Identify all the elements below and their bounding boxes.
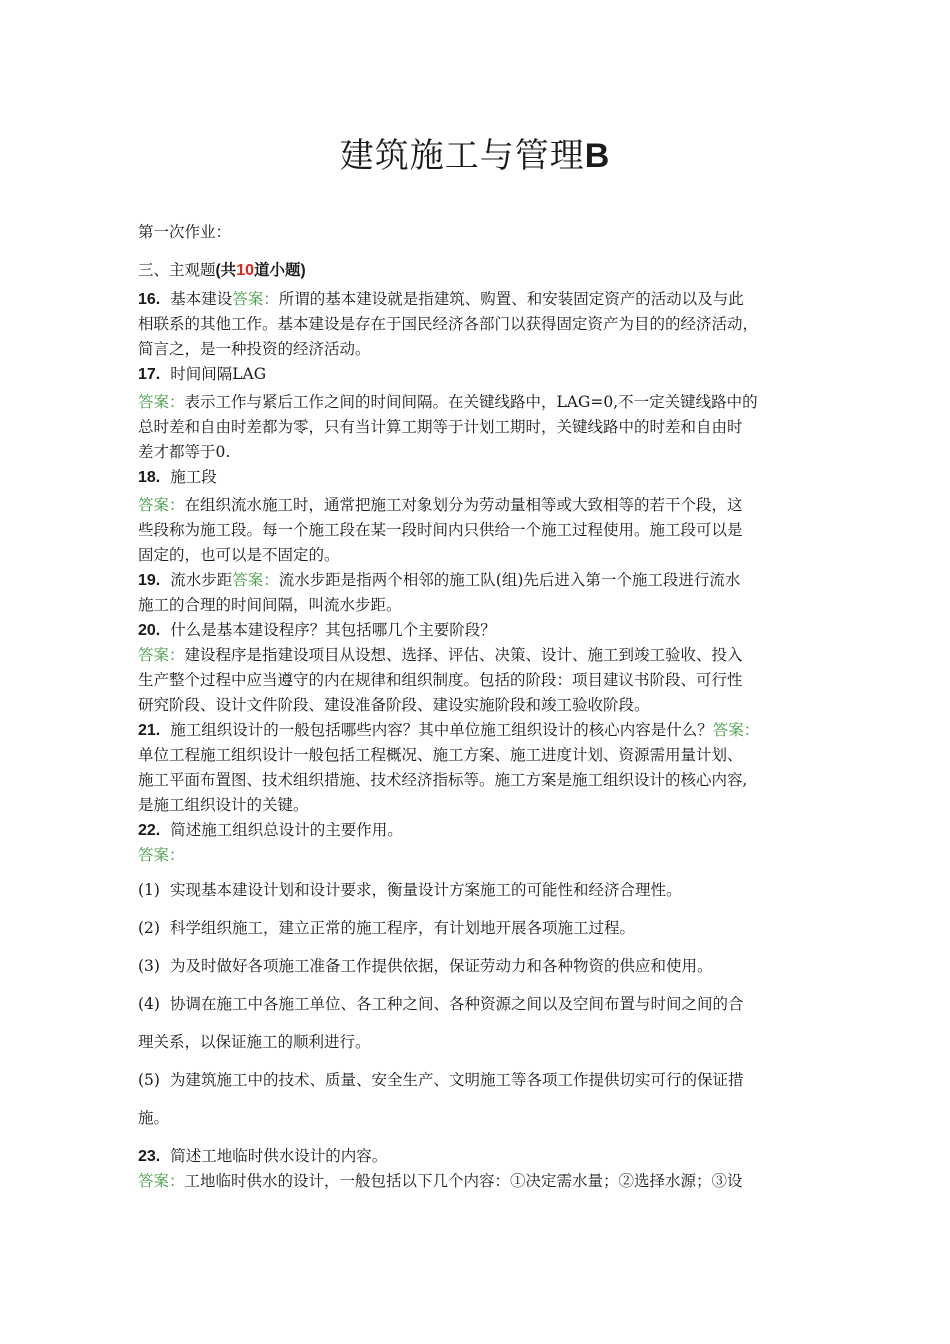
title-suffix: B [584, 137, 611, 175]
question-19: 19. 流水步距答案：流水步距是指两个相邻的施工队(组)先后进入第一个施工段进行流水 施工的合理的时间间隔，叫流水步距。 [138, 571, 741, 614]
list-item-continuation: 施。 [138, 1109, 170, 1127]
question-23: 23. 简述工地临时供水设计的内容。 答案：工地临时供水的设计，一般包括以下几个内容：①决定需水量；②选择水源；③设 [138, 1147, 743, 1190]
answer-label: 答案： [138, 496, 185, 514]
answer-label: 答案： [138, 646, 185, 664]
question-count: 10 [236, 262, 254, 279]
answer-label: 答案： [138, 1172, 185, 1190]
question-number: 17. [138, 366, 161, 383]
question-16: 16. 基本建设答案：所谓的基本建设就是指建筑、购置、和安装固定资产的活动以及与此 相联系的其他工作。基本建设是存在于国民经济各部门以获得固定资产为目的的经济活动， 简言之，是一种投资的经济活动。 [138, 290, 759, 358]
answer-label: 答案： [232, 290, 279, 308]
section-heading: 三、主观题(共10道小题) [138, 261, 306, 279]
question-number: 20. [138, 622, 161, 639]
document-body [138, 220, 818, 1194]
question-18: 18. 施工段 答案：在组织流水施工时，通常把施工对象划分为劳动量相等或大致相等的若干个段，这 些段称为施工段。每一个施工段在某一段时间内只供给一个施工过程使用。施工段可以是 固定的，也可以是不固定的。 [138, 468, 743, 564]
list-item: (3) 为及时做好各项施工准备工作提供依据，保证劳动力和各种物资的供应和使用。 [138, 957, 713, 975]
title-main: 建筑施工与管理 [339, 136, 585, 176]
list-item: (5) 为建筑施工中的技术、质量、安全生产、文明施工等各项工作提供切实可行的保证措 [138, 1071, 744, 1089]
question-21: 21. 施工组织设计的一般包括哪些内容？其中单位施工组织设计的核心内容是什么？答案： 单位工程施工组织设计一般包括工程概况、施工方案、施工进度计划、资源需用量计划、 施工平面布置图、技术组织措施、技术经济指标等。施工方案是施工组织设计的核心内容, 是施工组织设计的关键。 [138, 721, 760, 814]
answer-label: 答案： [138, 846, 185, 864]
question-number: 21. [138, 722, 161, 739]
answer-label: 答案： [232, 571, 279, 589]
question-number: 23. [138, 1148, 161, 1165]
assignment-label: 第一次作业： [138, 223, 232, 241]
question-20: 20. 什么是基本建设程序？其包括哪几个主要阶段？ 答案：建设程序是指建设项目从设想、选择、评估、决策、设计、施工到竣工验收、投入 生产整个过程中应当遵守的内在规律和组织制度。包括的阶段：项目建议书阶段、可行性 研究阶段、设计文件阶段、建设准备阶段、建设实施阶段和竣工验收阶段。 [138, 621, 743, 714]
page-title [0, 128, 950, 177]
question-number: 22. [138, 822, 161, 839]
question-22: 22. 简述施工组织总设计的主要作用。 答案： (1) 实现基本建设计划和设计要求，衡量设计方案施工的可能性和经济合理性。 (2) 科学组织施工，建立正常的施工程序，有计划地开展各项施工过程。 (3) 为及时做好各项施工准备工作提供依据，保证劳动力和各种物资的供应和使用。 (4) 协调在施工中各施工单位、各工种之间、各种资源之间以及空间布置与时间之间的合 理关系，以保证施工的顺利进行。 (5) 为建筑施工中的技术、质量、安全生产、文明施工等各项工作提供切实可行的保证措 施。 [138, 818, 818, 1144]
list-item: (2) 科学组织施工，建立正常的施工程序，有计划地开展各项施工过程。 [138, 919, 635, 937]
question-17: 17. 时间间隔LAG 答案：表示工作与紧后工作之间的时间间隔。在关键线路中，LAG=0,不一定关键线路中的 总时差和自由时差都为零，只有当计算工期等于计划工期时，关键线路中的时差和自由时 差才都等于0. [138, 365, 758, 461]
question-number: 19. [138, 572, 161, 589]
question-number: 18. [138, 469, 161, 486]
list-item: (1) 实现基本建设计划和设计要求，衡量设计方案施工的可能性和经济合理性。 [138, 881, 682, 899]
question-number: 16. [138, 291, 161, 308]
list-item: (4) 协调在施工中各施工单位、各工种之间、各种资源之间以及空间布置与时间之间的合 [138, 995, 744, 1013]
answer-label: 答案： [712, 721, 760, 739]
list-item-continuation: 理关系，以保证施工的顺利进行。 [138, 1033, 371, 1051]
answer-label: 答案： [138, 393, 185, 411]
